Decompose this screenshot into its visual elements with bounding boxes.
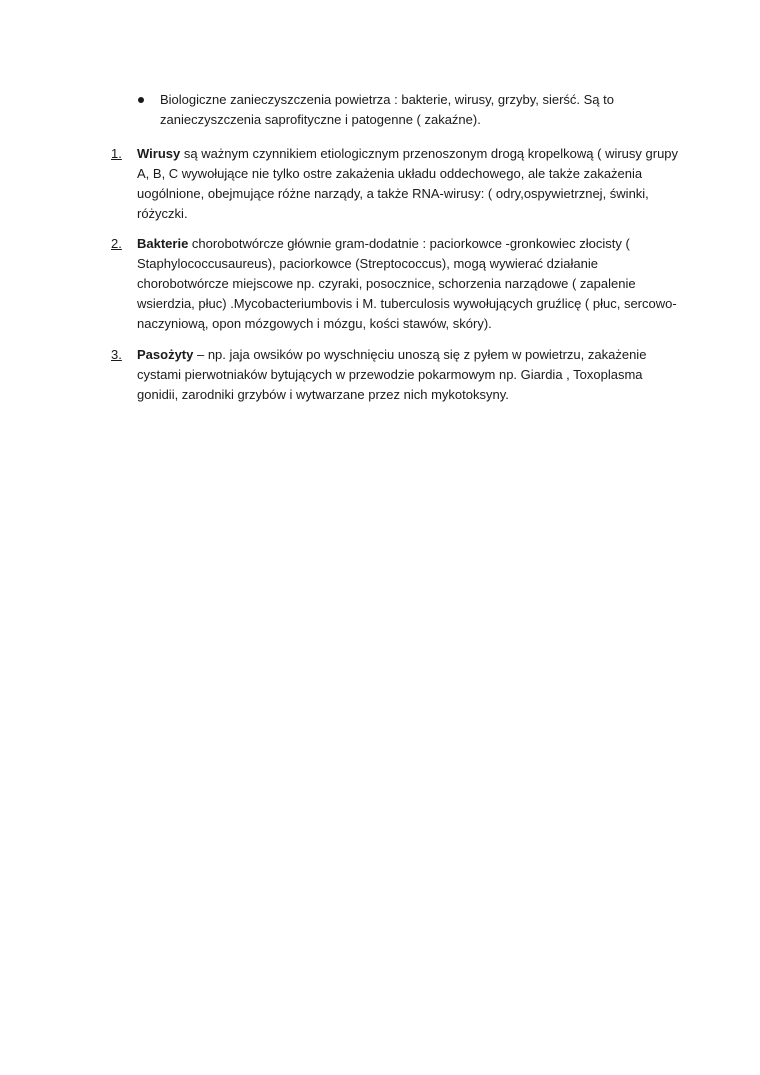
bullet-icon	[138, 97, 144, 103]
bullet-list-item	[160, 90, 680, 130]
bullet-text: Biologiczne zanieczyszczenia powietrza : bakterie, wirusy, grzyby, sierść. Są to zanieczyszczenia saprofityczne i patogenne ( zakaźne).	[160, 92, 614, 127]
item-text: chorobotwórcze głównie gram-dodatnie : paciorkowce -gronkowiec złocisty ( Staphylococcusaureus), paciorkowce (Streptococcus), mogą wywierać działanie chorobotwórcze miejscowe np. czyraki, posocznice, schorzenia narządowe ( zapalenie wsierdzia, płuc) .Mycobacteriumbovis i M. tuberculosis wywołujących gruźlicę ( płuc, sercowo- naczyniową, opon mózgowych i mózgu, kości stawów, skóry).	[137, 236, 677, 331]
numbered-item-bacteria	[111, 234, 682, 334]
numbered-item-viruses	[111, 144, 682, 224]
item-term: Bakterie	[137, 236, 189, 251]
item-term: Wirusy	[137, 146, 181, 161]
item-number: 1.	[111, 146, 122, 161]
item-text: są ważnym czynnikiem etiologicznym przenoszonym drogą kropelkową ( wirusy grupy A, B, C wywołujące nie tylko ostre zakażenia układu oddechowego, ale także zakażenia uogólnione, obejmujące różne narządy, a także RNA-wirusy: ( odry,ospywietrznej, świnki, różyczki.	[137, 146, 679, 221]
item-number: 3.	[111, 347, 122, 362]
item-text: – np. jaja owsików po wyschnięciu unoszą się z pyłem w powietrzu, zakażenie cystami pierwotniaków bytujących w przewodzie pokarmowym np. Giardia , Toxoplasma gonidii, zarodniki grzybów i wytwarzane przez nich mykotoksyny.	[137, 347, 647, 402]
item-number: 2.	[111, 236, 122, 251]
item-term: Pasożyty	[137, 347, 194, 362]
numbered-item-parasites	[111, 345, 682, 405]
